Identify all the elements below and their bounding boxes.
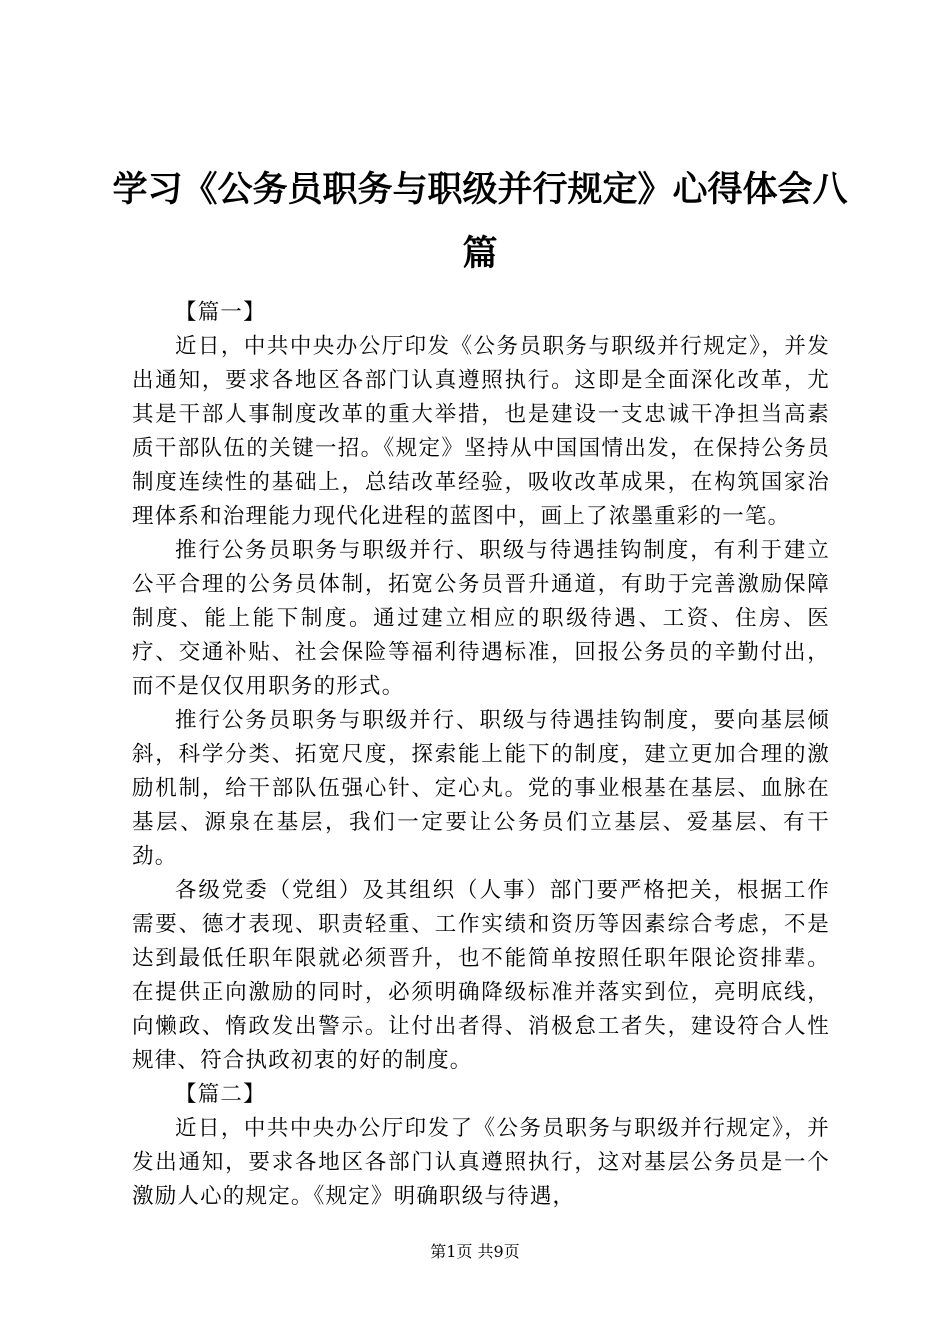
paragraph: 近日，中共中央办公厅印发了《公务员职务与职级并行规定》，并发出通知，要求各地区各部门认真遵照执行，这对基层公务员是一个激励人心的规定。《规定》明确职级与待遇， (132, 1116, 830, 1209)
paragraph: 近日，中共中央办公厅印发《公务员职务与职级并行规定》，并发出通知，要求各地区各部门认真遵照执行。这即是全面深化改革，尤其是干部人事制度改革的重大举措，也是建设一支忠诚干净担当高素质干部队伍的关键一招。《规定》坚持从中国国情出发，在保持公务员制度连续性的基础上，总结改革经验，吸收改革成果，在构筑国家治理体系和治理能力现代化进程的蓝图中，画上了浓墨重彩的一笔。 (132, 334, 830, 529)
page-footer: 第1页 共9页 (430, 1242, 520, 1261)
paragraph: 推行公务员职务与职级并行、职级与待遇挂钩制度，有利于建立公平合理的公务员体制，拓宽公务员晋升通道，有助于完善激励保障制度、能上能下制度。通过建立相应的职级待遇、工资、住房、医疗、交通补贴、社会保险等福利待遇标准，回报公务员的辛勤付出，而不是仅仅用职务的形式。 (132, 538, 830, 699)
paragraph: 各级党委（党组）及其组织（人事）部门要严格把关，根据工作需要、德才表现、职责轻重、工作实绩和资历等因素综合考虑，不是达到最低任职年限就必须晋升，也不能简单按照任职年限论资排辈。在提供正向激励的同时，必须明确降级标准并落实到位，亮明底线，向懒政、惰政发出警示。让付出者得、消极怠工者失，建设符合人性规律、符合执政初衷的好的制度。 (132, 878, 830, 1073)
document-body (132, 296, 830, 1214)
section-heading: 【篇一】 (175, 300, 266, 325)
section-heading: 【篇二】 (175, 1082, 266, 1107)
paragraph: 推行公务员职务与职级并行、职级与待遇挂钩制度，要向基层倾斜，科学分类、拓宽尺度，探索能上能下的制度，建立更加合理的激励机制，给干部队伍强心针、定心丸。党的事业根基在基层、血脉在基层、源泉在基层，我们一定要让公务员们立基层、爱基层、有干劲。 (132, 708, 830, 869)
document-title: 学习《公务员职务与职级并行规定》心得体会八篇 (112, 169, 848, 274)
